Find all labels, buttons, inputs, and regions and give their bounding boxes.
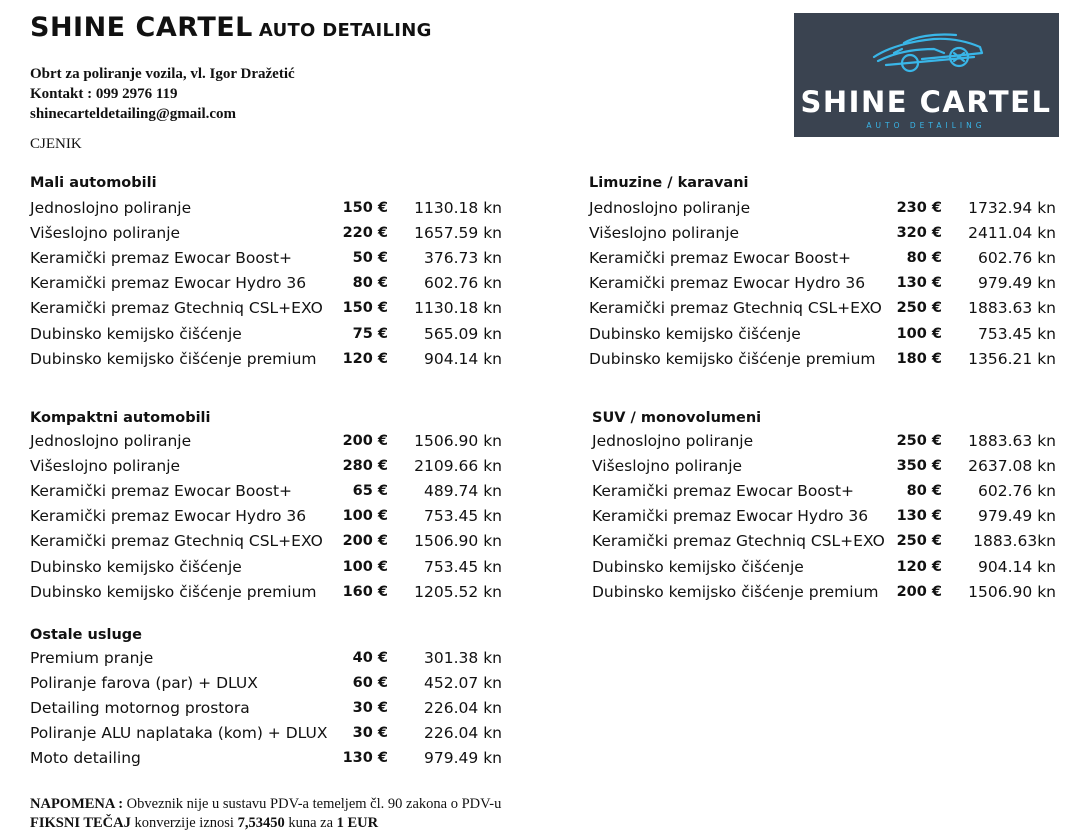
service-name: Dubinsko kemijsko čišćenje premium bbox=[592, 582, 879, 601]
vat-note bbox=[30, 795, 501, 814]
price-kn: 1657.59 kn bbox=[414, 223, 502, 242]
price-row bbox=[592, 428, 1056, 453]
brand-heading bbox=[30, 12, 432, 43]
service-name: Keramički premaz Ewocar Boost+ bbox=[30, 248, 293, 267]
service-name: Jednoslojno poliranje bbox=[589, 198, 751, 217]
price-eur: 130 € bbox=[896, 275, 942, 292]
service-name: Jednoslojno poliranje bbox=[30, 198, 192, 217]
price-kn: 979.49 kn bbox=[978, 507, 1056, 526]
service-name: Višeslojno poliranje bbox=[30, 223, 181, 242]
price-kn: 602.76 kn bbox=[978, 481, 1056, 500]
logo-title: SHINE CARTEL bbox=[800, 85, 1052, 119]
service-name: Keramički premaz Gtechniq CSL+EXO bbox=[30, 299, 323, 318]
price-row bbox=[589, 346, 1056, 371]
price-kn: 226.04 kn bbox=[424, 724, 502, 743]
price-kn: 452.07 kn bbox=[424, 673, 502, 692]
price-row bbox=[30, 245, 502, 270]
price-kn: 979.49 kn bbox=[424, 749, 502, 768]
service-name: Dubinsko kemijsko čišćenje bbox=[592, 557, 804, 576]
price-eur: 130 € bbox=[896, 508, 942, 525]
price-eur: 180 € bbox=[896, 350, 942, 367]
service-name: Dubinsko kemijsko čišćenje bbox=[30, 557, 242, 576]
price-kn: 226.04 kn bbox=[424, 698, 502, 717]
price-row bbox=[30, 271, 502, 296]
logo bbox=[794, 13, 1059, 137]
price-kn: 979.49 kn bbox=[978, 274, 1056, 293]
price-kn: 1130.18 kn bbox=[414, 198, 502, 217]
price-eur: 200 € bbox=[342, 533, 388, 550]
service-name: Višeslojno poliranje bbox=[592, 456, 743, 475]
exchange-rate-label: FIKSNI TEČAJ bbox=[30, 815, 131, 831]
price-eur: 320 € bbox=[896, 224, 942, 241]
price-row bbox=[30, 554, 502, 579]
price-eur: 250 € bbox=[896, 300, 942, 317]
price-kn: 602.76 kn bbox=[978, 248, 1056, 267]
service-name: Keramički premaz Gtechniq CSL+EXO bbox=[30, 532, 323, 551]
price-kn: 489.74 kn bbox=[424, 481, 502, 500]
price-kn: 904.14 kn bbox=[424, 349, 502, 368]
brand-name: SHINE CARTEL bbox=[30, 12, 253, 43]
price-eur: 100 € bbox=[896, 325, 942, 342]
sports-car-icon bbox=[794, 13, 1059, 137]
service-name: Dubinsko kemijsko čišćenje bbox=[589, 324, 801, 343]
vat-note-text: Obveznik nije u sustavu PDV-a temeljem čl. 90 zakona o PDV-u bbox=[123, 796, 502, 812]
price-kn: 1130.18 kn bbox=[414, 299, 502, 318]
price-row bbox=[30, 321, 502, 346]
service-name: Jednoslojno poliranje bbox=[592, 431, 754, 450]
price-eur: 80 € bbox=[352, 275, 388, 292]
service-name: Višeslojno poliranje bbox=[30, 456, 181, 475]
price-kn: 1506.90 kn bbox=[414, 532, 502, 551]
price-eur: 130 € bbox=[342, 750, 388, 767]
price-kn: 753.45 kn bbox=[978, 324, 1056, 343]
price-row bbox=[589, 195, 1056, 220]
price-row bbox=[30, 428, 502, 453]
service-name: Dubinsko kemijsko čišćenje premium bbox=[30, 582, 317, 601]
service-name: Keramički premaz Ewocar Hydro 36 bbox=[592, 507, 869, 526]
price-eur: 40 € bbox=[352, 649, 388, 666]
price-kn: 1356.21 kn bbox=[968, 349, 1056, 368]
price-eur: 30 € bbox=[352, 699, 388, 716]
price-eur: 120 € bbox=[896, 558, 942, 575]
price-row bbox=[592, 579, 1056, 604]
section-title-suv: SUV / monovolumeni bbox=[592, 410, 762, 426]
price-row bbox=[592, 504, 1056, 529]
price-eur: 150 € bbox=[342, 300, 388, 317]
price-eur: 350 € bbox=[896, 457, 942, 474]
price-eur: 200 € bbox=[896, 583, 942, 600]
price-eur: 100 € bbox=[342, 508, 388, 525]
price-row bbox=[30, 746, 502, 771]
price-row bbox=[30, 529, 502, 554]
price-row bbox=[592, 453, 1056, 478]
price-row bbox=[592, 554, 1056, 579]
price-eur: 220 € bbox=[342, 224, 388, 241]
price-row bbox=[589, 220, 1056, 245]
contact-email: shinecarteldetailing@gmail.com bbox=[30, 106, 237, 122]
section-title-limuzine: Limuzine / karavani bbox=[589, 175, 749, 191]
price-kn: 1506.90 kn bbox=[414, 431, 502, 450]
owner-line: Obrt za poliranje vozila, vl. Igor Dražetić bbox=[30, 66, 295, 82]
service-name: Keramički premaz Ewocar Boost+ bbox=[589, 248, 852, 267]
price-row bbox=[589, 245, 1056, 270]
service-name: Dubinsko kemijsko čišćenje premium bbox=[589, 349, 876, 368]
price-kn: 602.76 kn bbox=[424, 274, 502, 293]
price-kn: 2411.04 kn bbox=[968, 223, 1056, 242]
price-eur: 75 € bbox=[352, 325, 388, 342]
service-name: Premium pranje bbox=[30, 648, 154, 667]
price-kn: 753.45 kn bbox=[424, 507, 502, 526]
owner-info bbox=[30, 64, 295, 124]
service-name: Keramički premaz Ewocar Hydro 36 bbox=[589, 274, 866, 293]
price-row bbox=[30, 721, 502, 746]
service-name: Dubinsko kemijsko čišćenje bbox=[30, 324, 242, 343]
price-kn: 1205.52 kn bbox=[414, 582, 502, 601]
price-kn: 2109.66 kn bbox=[414, 456, 502, 475]
price-row bbox=[592, 529, 1056, 554]
price-table-limuzine bbox=[589, 195, 1056, 371]
document-label: CJENIK bbox=[30, 136, 82, 152]
price-kn: 301.38 kn bbox=[424, 648, 502, 667]
price-row bbox=[30, 645, 502, 670]
price-row bbox=[589, 321, 1056, 346]
service-name: Keramički premaz Ewocar Hydro 36 bbox=[30, 507, 307, 526]
service-name: Poliranje ALU naplataka (kom) + DLUX bbox=[30, 724, 328, 743]
price-row bbox=[30, 453, 502, 478]
price-kn: 1883.63 kn bbox=[968, 431, 1056, 450]
exchange-rate-note bbox=[30, 814, 501, 833]
price-kn: 1883.63 kn bbox=[968, 299, 1056, 318]
price-eur: 200 € bbox=[342, 432, 388, 449]
price-table-mali bbox=[30, 195, 502, 371]
price-eur: 120 € bbox=[342, 350, 388, 367]
exchange-rate-text: konverzije iznosi bbox=[130, 815, 238, 831]
price-eur: 280 € bbox=[342, 457, 388, 474]
price-eur: 250 € bbox=[896, 533, 942, 550]
price-row bbox=[30, 346, 502, 371]
price-kn: 1732.94 kn bbox=[968, 198, 1056, 217]
price-eur: 100 € bbox=[342, 558, 388, 575]
section-title-mali: Mali automobili bbox=[30, 175, 157, 191]
price-eur: 230 € bbox=[896, 199, 942, 216]
price-row bbox=[30, 579, 502, 604]
section-title-ostale: Ostale usluge bbox=[30, 627, 142, 643]
price-row bbox=[589, 271, 1056, 296]
contact-phone: Kontakt : 099 2976 119 bbox=[30, 86, 178, 102]
price-kn: 565.09 kn bbox=[424, 324, 502, 343]
price-eur: 65 € bbox=[352, 482, 388, 499]
service-name: Keramički premaz Ewocar Boost+ bbox=[592, 481, 855, 500]
price-kn: 376.73 kn bbox=[424, 248, 502, 267]
price-eur: 150 € bbox=[342, 199, 388, 216]
price-row bbox=[30, 695, 502, 720]
price-row bbox=[30, 195, 502, 220]
price-row bbox=[589, 296, 1056, 321]
price-kn: 1506.90 kn bbox=[968, 582, 1056, 601]
price-eur: 50 € bbox=[352, 249, 388, 266]
price-kn: 904.14 kn bbox=[978, 557, 1056, 576]
price-kn: 2637.08 kn bbox=[968, 456, 1056, 475]
price-row bbox=[592, 478, 1056, 503]
price-table-ostale bbox=[30, 645, 502, 771]
price-eur: 80 € bbox=[906, 482, 942, 499]
service-name: Poliranje farova (par) + DLUX bbox=[30, 673, 258, 692]
price-table-suv bbox=[592, 428, 1056, 604]
price-eur: 160 € bbox=[342, 583, 388, 600]
service-name: Moto detailing bbox=[30, 749, 141, 768]
price-row bbox=[30, 478, 502, 503]
exchange-rate-text-2: kuna za bbox=[284, 815, 337, 831]
price-row bbox=[30, 504, 502, 529]
service-name: Keramički premaz Ewocar Hydro 36 bbox=[30, 274, 307, 293]
price-eur: 80 € bbox=[906, 249, 942, 266]
price-eur: 60 € bbox=[352, 674, 388, 691]
exchange-rate-unit: 1 EUR bbox=[336, 815, 379, 831]
price-kn: 1883.63kn bbox=[973, 532, 1056, 551]
price-row bbox=[30, 296, 502, 321]
service-name: Keramički premaz Ewocar Boost+ bbox=[30, 481, 293, 500]
vat-note-label: NAPOMENA : bbox=[30, 796, 124, 812]
logo-subtitle: AUTO DETAILING bbox=[866, 121, 986, 130]
price-row bbox=[30, 670, 502, 695]
service-name: Jednoslojno poliranje bbox=[30, 431, 192, 450]
service-name: Višeslojno poliranje bbox=[589, 223, 740, 242]
price-eur: 30 € bbox=[352, 725, 388, 742]
brand-tagline: AUTO DETAILING bbox=[258, 20, 432, 41]
section-title-kompaktni: Kompaktni automobili bbox=[30, 410, 211, 426]
exchange-rate-value: 7,53450 bbox=[237, 815, 285, 831]
price-table-kompaktni bbox=[30, 428, 502, 604]
footer-notes bbox=[30, 795, 501, 833]
price-kn: 753.45 kn bbox=[424, 557, 502, 576]
price-eur: 250 € bbox=[896, 432, 942, 449]
service-name: Keramički premaz Gtechniq CSL+EXO bbox=[592, 532, 885, 551]
service-name: Dubinsko kemijsko čišćenje premium bbox=[30, 349, 317, 368]
service-name: Detailing motornog prostora bbox=[30, 698, 250, 717]
price-row bbox=[30, 220, 502, 245]
service-name: Keramički premaz Gtechniq CSL+EXO bbox=[589, 299, 882, 318]
